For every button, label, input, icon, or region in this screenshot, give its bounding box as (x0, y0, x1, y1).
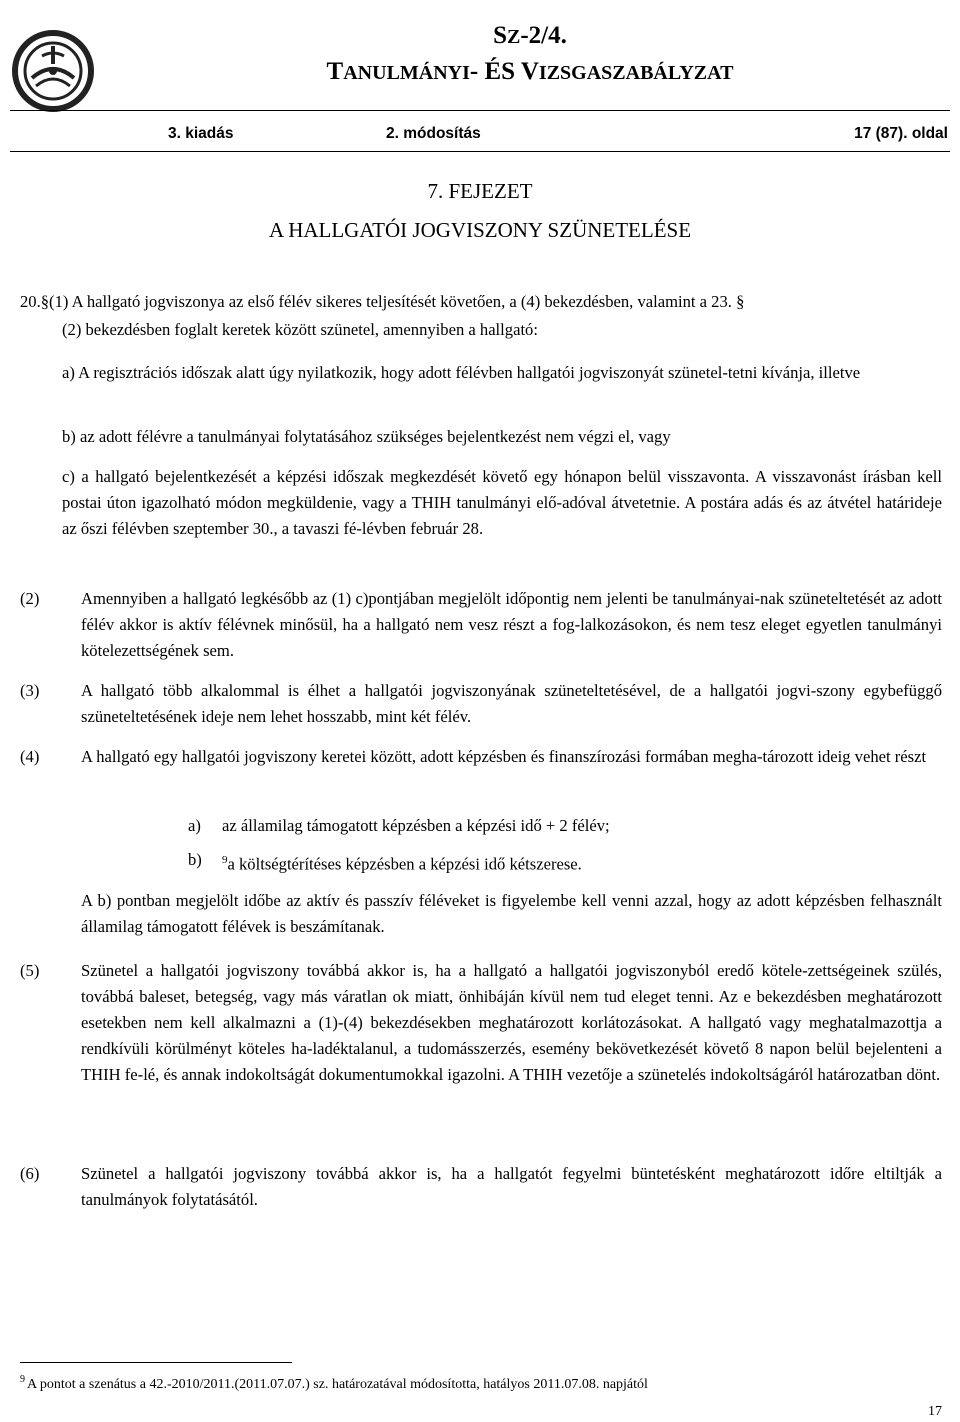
paragraph-2: Amennyiben a hallgató legkésőbb az (1) c)pontjában megjelölt időpontig nem jelenti be tanulmányai-nak szüneteltetését az adott félév akkor is aktív félévnek minősül, ha a hallgató nem vesz részt a fog-lalkozásokon, és nem tesz eleget egyetlen tanulmányi kötelezettségének sem. (81, 589, 942, 660)
chapter-number: 7. FEJEZET (427, 179, 533, 203)
header-rule-bottom (10, 151, 950, 152)
university-logo-icon (12, 30, 94, 112)
paragraph-number: (5) (20, 961, 40, 980)
paragraph-6: Szünetel a hallgatói jogviszony továbbá akkor is, ha a hallgatót fegyelmi büntetésként meghatározott időre eltiltják a tanulmányok folytatásától. (81, 1164, 942, 1209)
list-item-b: $^9$a költségtérítéses képzésben a képzési idő kétszerese. (222, 854, 582, 874)
paragraph-4-continuation: A b) pontban megjelölt időbe az aktív és passzív féléveket is figyelembe kell venni azzal, hogy az adott képzésben felhasznált államilag támogatott félévek is beszámítanak. (81, 891, 942, 936)
section-20-line1: 20.§(1) A hallgató jogviszonya az első félév sikeres teljesítését követően, a (4) bekezdésben, valamint a 23. § (20, 292, 745, 311)
paragraph-number: (2) (20, 589, 40, 608)
footnote-reference[interactable]: 9 (222, 854, 228, 866)
list-item-a: az államilag támogatott képzésben a képzési idő + 2 félév; (222, 816, 610, 835)
page-number: 17 (928, 1404, 942, 1419)
footnote: $^9$ A pontot a szenátus a 42.-2010/2011.(2011.07.07.) sz. határozatával módosította, hatályos 2011.07.08. napjától (20, 1374, 648, 1392)
paragraph-3: A hallgató több alkalommal is élhet a hallgatói jogviszonyának szüneteltetésével, de a hallgatói jogvi-szony egybefüggő szüneteltetésének ideje nem lehet hosszabb, mint két félév. (81, 681, 942, 726)
list-label-b: b) (188, 850, 202, 869)
paragraph-number: (4) (20, 747, 40, 766)
item-a: a) A regisztrációs időszak alatt úgy nyilatkozik, hogy adott félévben hallgatói jogviszonyát szünetel-tetni kívánja, illetve (62, 363, 861, 382)
paragraph-5: Szünetel a hallgatói jogviszony továbbá akkor is, ha a hallgató a hallgatói jogviszonyból eredő kötele-zettségeinek szülés, továbbá baleset, betegség, vagy más váratlan ok miatt, önhibáján kívül nem tud eleget tenni. Az e bekezdésben meghatározott esetekben nem kell alkalmazni a (1)-(4) bekezdésekben meghatározott korlátozásokat. A hallgató vagy meghatalmazottja a rendkívüli körülményt köteles ha-ladéktalanul, a tudomásszerzés, esemény bekövetkezését követő 8 napon belül bejelenteni a THIH fe-lé, és annak indokoltságát dokumentumokkal igazolni. A THIH vezetője a szünetelés indokoltságáról határozatban dönt. (81, 961, 942, 1084)
paragraph-number: (6) (20, 1164, 40, 1183)
header-rule (10, 110, 950, 111)
chapter-title: A HALLGATÓI JOGVISZONY SZÜNETELÉSE (268, 218, 692, 242)
section-20-line2: (2) bekezdésben foglalt keretek között szünetel, amennyiben a hallgató: (62, 320, 538, 339)
list-label-a: a) (188, 816, 201, 835)
item-b: b) az adott félévre a tanulmányai folytatásához szükséges bejelentkezést nem végzi el, vagy (62, 427, 671, 446)
document-code: SZ-2/4. (493, 22, 567, 49)
paragraph-number: (3) (20, 681, 40, 700)
edition-label: 3. kiadás (168, 125, 234, 142)
paragraph-4: A hallgató egy hallgatói jogviszony keretei között, adott képzésben és finanszírozási formában megha-tározott ideig vehet részt (81, 747, 927, 766)
footnote-rule (20, 1362, 292, 1363)
item-c: c) a hallgató bejelentkezését a képzési időszak megkezdését követő egy hónapon belül visszavonta. A visszavonást írásban kell postai úton igazolható módon megküldenie, vagy a THIH tanulmányi elő-adóval átvetetnie. A postára adás és az átvétel határideje az őszi félévben szeptember 30., a tavaszi fé-lévben február 28. (62, 467, 942, 538)
page-reference: 17 (87). oldal (854, 125, 948, 142)
modification-label: 2. módosítás (386, 125, 481, 142)
document-title: TANULMÁNYI- ÉS VIZSGASZABÁLYZAT (326, 58, 734, 85)
